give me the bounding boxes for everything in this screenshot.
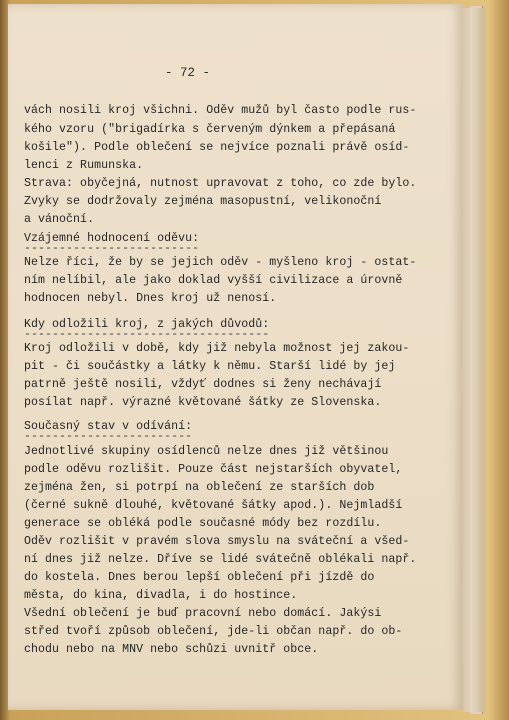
text-line: Oděv rozlišit v pravém slova smyslu na sváteční a všed- [24,535,410,548]
text-line: střed tvoří způsob oblečení, jde-li občan např. do ob- [24,625,403,638]
section-heading: Vzájemné hodnocení oděvu: [24,232,200,245]
section-heading: Současný stav v odívání: [24,420,193,433]
text-line: patrně ještě nosili, vždyť dodnes si ženy nechávají [24,378,382,391]
section-heading: Kdy odložili kroj, z jakých důvodů: [24,318,270,331]
text-line: Jednotlivé skupiny osídlenců nelze dnes již většinou [24,445,389,458]
text-line: města, do kina, divadla, i do hostince. [24,589,298,602]
text-line: košile"). Podle oblečení se nejvíce poznali právě osíd- [24,141,410,154]
text-line: Zvyky se dodržovaly zejména masopustní, velikonoční [24,195,382,208]
text-line: (černé sukně dlouhé, květované šátky apod.). Nejmladší [24,499,403,512]
page-number: - 72 - [165,66,211,80]
text-line: Nelze říci, že by se jejich oděv - myšleno kroj - ostat- [24,256,417,269]
text-line: zejména žen, si potrpí na oblečení ze starších dob [24,481,375,494]
text-line: ní dnes již nelze. Dříve se lidé svátečně oblékali např. [24,553,417,566]
text-line: Strava: obyčejná, nutnost upravovat z toho, co zde bylo. [24,177,417,190]
text-line: Všední oblečení je buď pracovní nebo domácí. Jakýsi [24,607,382,620]
text-line: vách nosili kroj všichni. Oděv mužů byl často podle rus- [24,104,417,117]
text-line: hodnocen nebyl. Dnes kroj už nenosí. [24,292,277,305]
text-line: a vánoční. [24,213,95,226]
heading-underline: ------------------------ [24,430,193,443]
text-line: lenci z Rumunska. [24,159,144,172]
heading-underline: ----------------------------------- [24,328,270,341]
heading-underline: ------------------------- [24,242,200,255]
text-line: podle oděvu rozlišit. Pouze část nejstarších obyvatel, [24,463,403,476]
text-line: kého vzoru ("brigadírka s červeným dýnkem a přepásaná [24,123,396,136]
text-line: chodu nebo na MNV nebo schůzi uvnitř obce. [24,643,319,656]
page-stack-shadow [463,8,485,712]
text-line: ním nelíbil, ale jako doklad vyšší civilizace a úrovně [24,274,403,287]
text-line: generace se obléká podle současné módy bez rozdílu. [24,517,382,530]
text-line: pit - či součástky a látky k němu. Starší lidé by jej [24,360,396,373]
text-line: Kroj odložili v době, kdy již nebyla možnost jej zakou- [24,342,410,355]
text-line: posílat např. výrazné květované šátky ze Slovenska. [24,396,382,409]
text-line: do kostela. Dnes berou lepší oblečení při jízdě do [24,571,375,584]
